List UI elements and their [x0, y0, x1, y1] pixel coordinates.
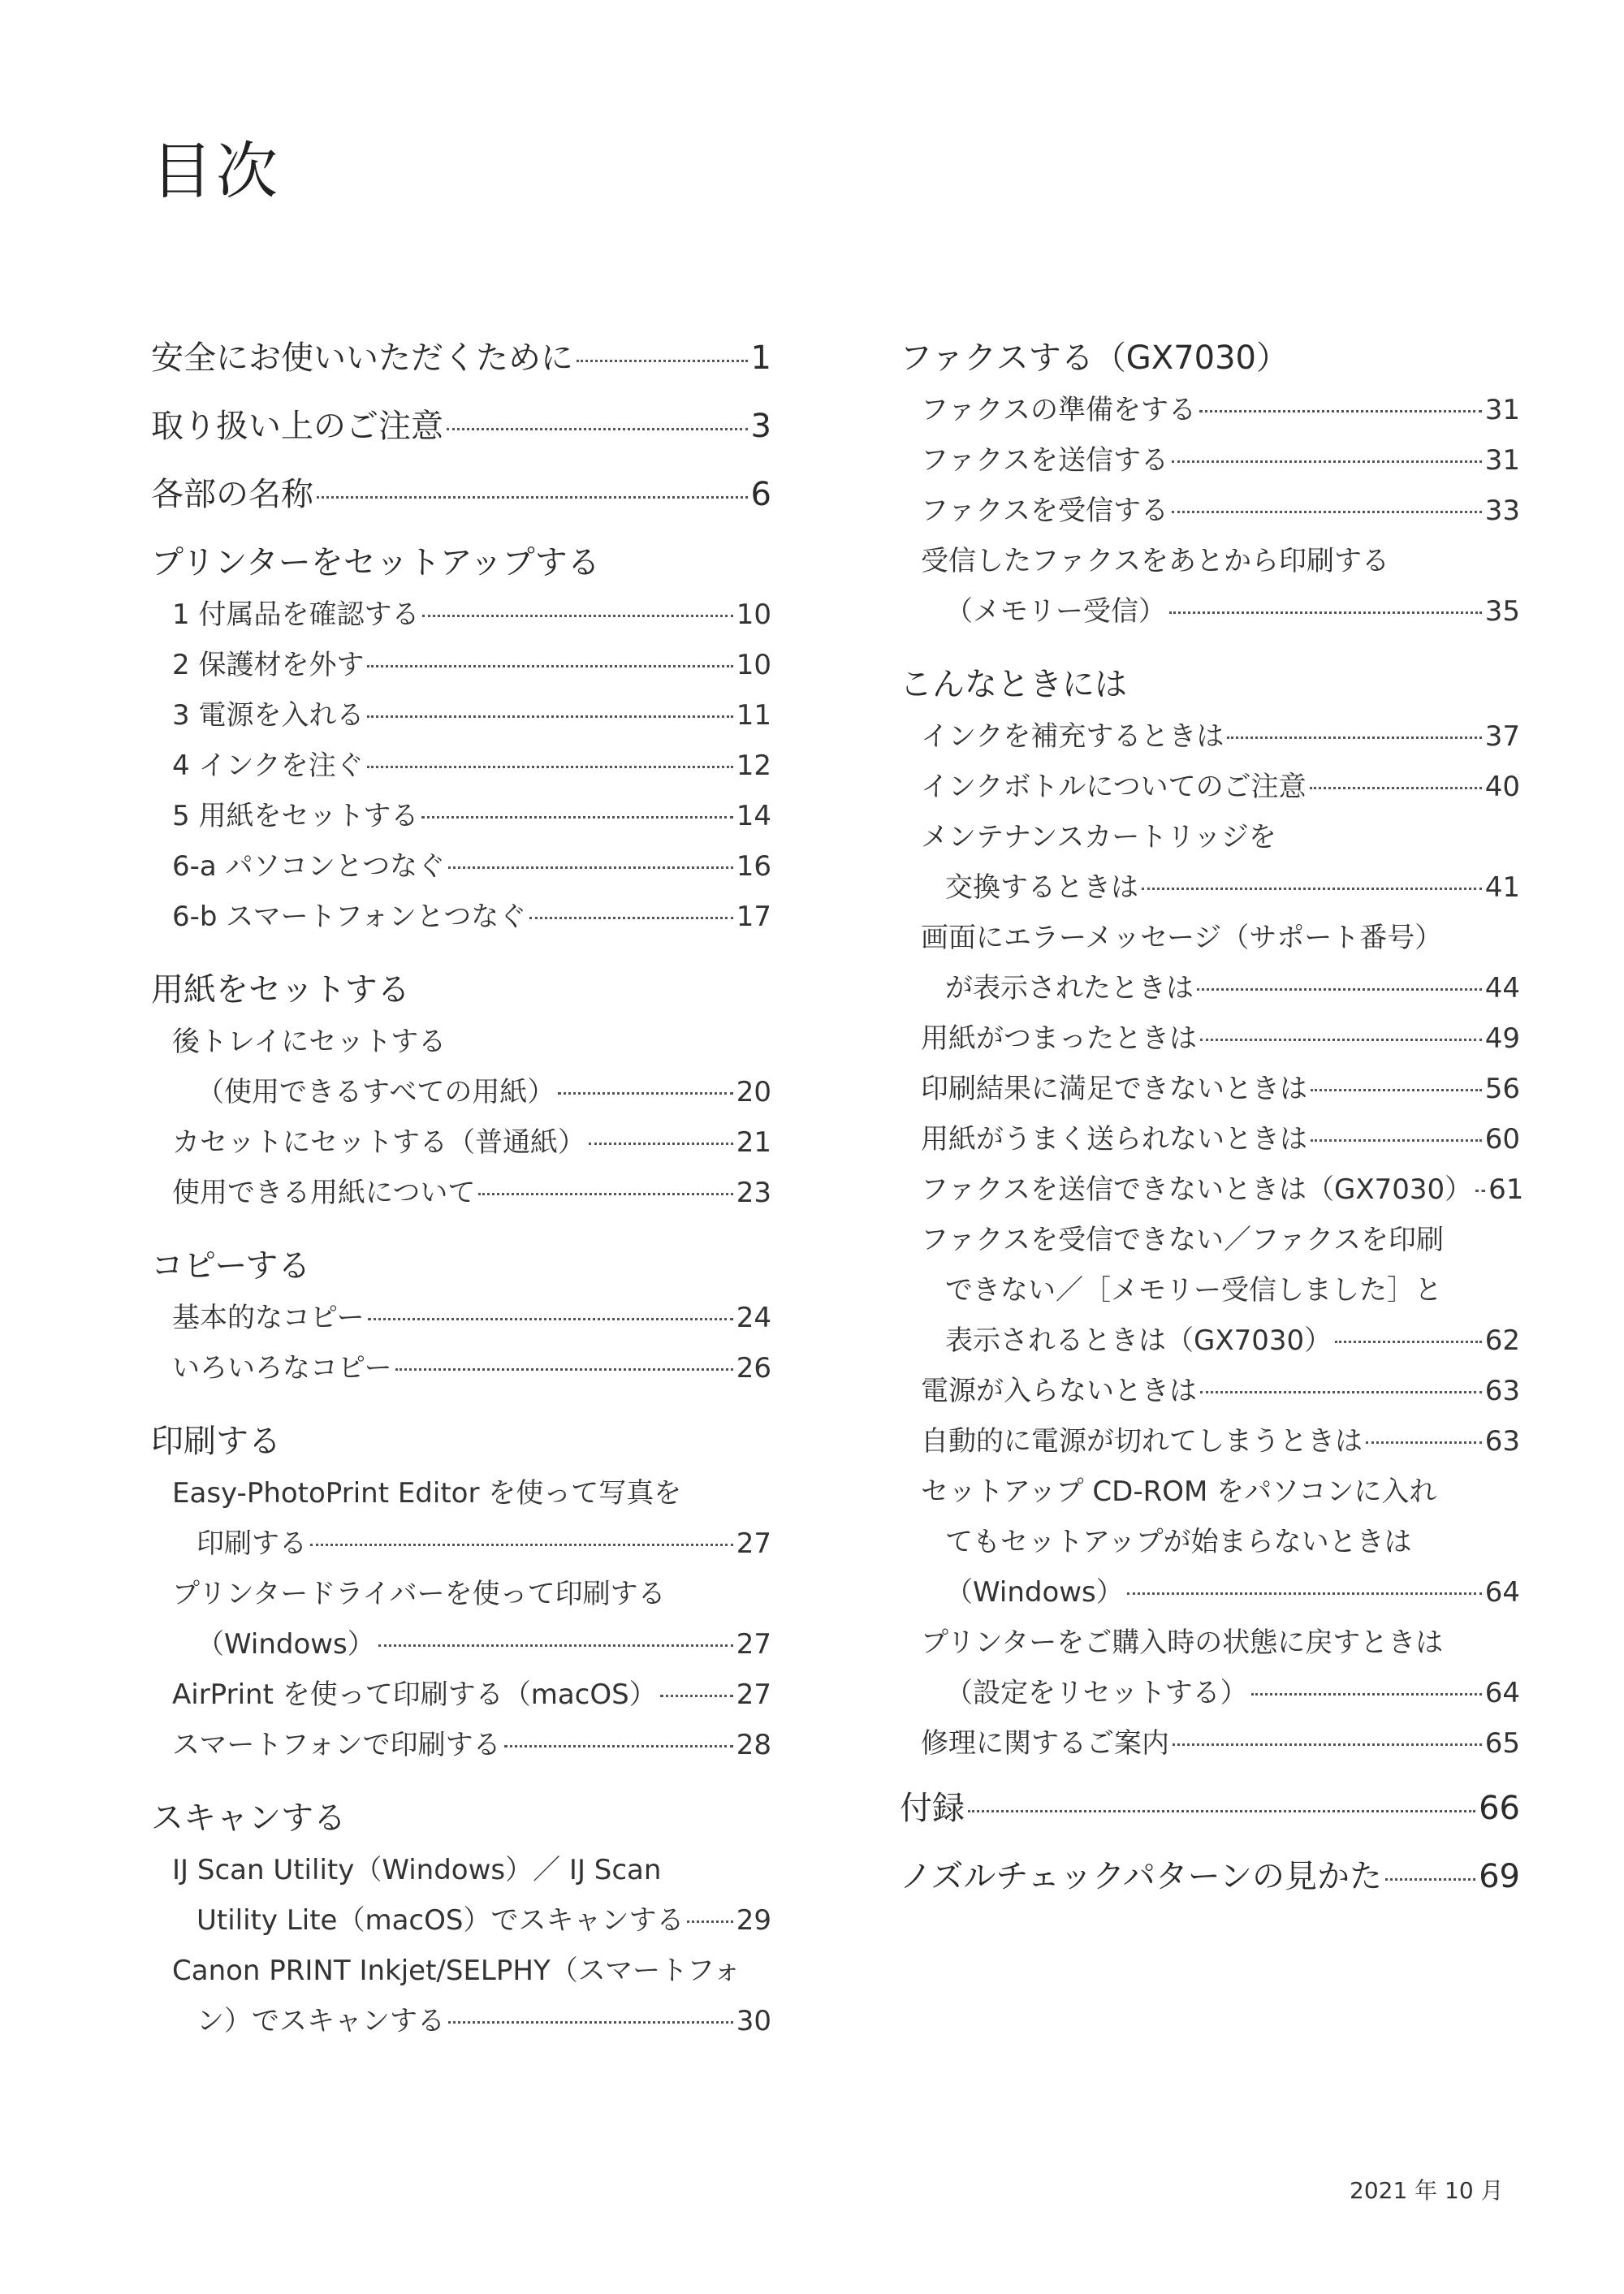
toc-page-number: 20	[736, 1076, 771, 1108]
toc-page-number: 30	[736, 2005, 771, 2037]
toc-subentry[interactable]	[900, 1265, 1520, 1315]
section-heading-setup[interactable]	[151, 536, 771, 590]
page-title: 目次	[151, 135, 281, 207]
toc-entry-label: ファクスを送信する	[921, 444, 1168, 477]
dot-leader	[1251, 1693, 1482, 1696]
section-heading-label: こんなときには	[900, 666, 1127, 703]
toc-entry-label: プリンタードライバーを使って印刷する	[172, 1578, 666, 1610]
toc-page-number: 26	[736, 1352, 771, 1385]
toc-page-number: 31	[1484, 394, 1520, 426]
toc-subentry[interactable]	[900, 1567, 1520, 1618]
section-heading-label: 印刷する	[151, 1423, 281, 1460]
toc-page-number: 60	[1484, 1123, 1520, 1156]
dot-leader	[317, 496, 748, 499]
dot-leader	[367, 665, 732, 667]
toc-subentry[interactable]	[900, 1064, 1520, 1114]
toc-subentry[interactable]	[151, 640, 771, 690]
toc-page-number: 31	[1484, 444, 1520, 477]
dot-leader	[1172, 511, 1482, 513]
dot-leader	[1310, 787, 1482, 789]
toc-entry-label: ファクスを受信できない／ファクスを印刷	[921, 1224, 1444, 1256]
toc-entry-label: ファクスを送信できないときは（GX7030）	[921, 1173, 1473, 1206]
toc-entry-label: できない／［メモリー受信しました］と	[945, 1274, 1442, 1307]
dot-leader	[1173, 1743, 1482, 1746]
dot-leader	[447, 428, 748, 430]
toc-entry-label: が表示されたときは	[945, 972, 1194, 1004]
toc-page-number: 16	[736, 850, 771, 883]
dot-leader	[367, 715, 732, 718]
toc-subentry[interactable]	[900, 862, 1520, 913]
toc-page-number: 29	[736, 1904, 771, 1937]
toc-entry-label: 取り扱い上のご注意	[151, 408, 443, 445]
dot-leader	[577, 360, 748, 362]
toc-entry-label: 付録	[900, 1790, 965, 1827]
dot-leader	[448, 2021, 733, 2024]
toc-entry[interactable]	[900, 1850, 1520, 1918]
toc-page-number: 6	[750, 476, 771, 513]
section-heading-fax[interactable]	[900, 331, 1520, 385]
toc-subentry[interactable]	[900, 1416, 1520, 1467]
toc-entry-label: 後トレイにセットする	[172, 1026, 447, 1058]
toc-page-number: 35	[1484, 595, 1520, 628]
toc-entry-label: （Windows）	[945, 1576, 1124, 1609]
toc-page-number: 33	[1484, 495, 1520, 527]
toc-entry-label: Utility Lite（macOS）でスキャンする	[197, 1904, 685, 1937]
dot-leader	[1142, 888, 1482, 890]
toc-subentry[interactable]	[900, 385, 1520, 435]
toc-subentry[interactable]	[900, 1013, 1520, 1064]
dot-leader	[1200, 1391, 1482, 1393]
dot-leader	[504, 1745, 733, 1748]
toc-subentry[interactable]	[151, 1468, 771, 1519]
toc-subentry[interactable]	[900, 913, 1520, 963]
toc-entry-label: てもセットアップが始まらないときは	[945, 1526, 1412, 1558]
toc-subentry[interactable]	[151, 791, 771, 841]
toc-subentry[interactable]	[151, 1670, 771, 1720]
toc-entry-label: 修理に関するご案内	[921, 1727, 1169, 1760]
toc-entry-label: 使用できる用紙について	[172, 1177, 476, 1209]
toc-subentry[interactable]	[900, 1718, 1520, 1769]
toc-page-number: 37	[1484, 720, 1520, 753]
toc-entry-label: 6-b スマートフォンとつなぐ	[172, 901, 527, 933]
toc-page-number: 23	[736, 1177, 771, 1209]
toc-page-number: 69	[1479, 1858, 1520, 1895]
section-heading-label: プリンターをセットアップする	[151, 544, 600, 581]
toc-page-number: 56	[1484, 1073, 1520, 1105]
dot-leader	[558, 1092, 732, 1095]
dot-leader	[1199, 410, 1482, 413]
toc-subentry[interactable]	[900, 1668, 1520, 1718]
toc-page-number: 49	[1484, 1022, 1520, 1055]
toc-entry-label: 4 インクを注ぐ	[172, 750, 364, 782]
toc-subentry[interactable]	[900, 435, 1520, 486]
toc-entry-label: （Windows）	[197, 1628, 375, 1661]
toc-entry-label: 受信したファクスをあとから印刷する	[921, 545, 1389, 577]
toc-entry-label: セットアップ CD-ROM をパソコンに入れ	[921, 1475, 1437, 1508]
dot-leader	[1197, 988, 1482, 991]
toc-entry-label: AirPrint を使って印刷する（macOS）	[172, 1678, 657, 1711]
toc-subentry[interactable]	[151, 1519, 771, 1569]
toc-subentry[interactable]	[900, 1315, 1520, 1366]
toc-entry-label: 3 電源を入れる	[172, 699, 365, 732]
toc-entry-label: Canon PRINT Inkjet/SELPHY（スマートフォ	[172, 1955, 741, 1987]
toc-entry-label: カセットにセットする（普通紙）	[172, 1126, 585, 1159]
toc-subentry[interactable]	[900, 1618, 1520, 1668]
section-heading-print[interactable]	[151, 1415, 771, 1468]
dot-leader	[1335, 1341, 1482, 1343]
dot-leader	[448, 866, 733, 869]
dot-leader	[378, 1644, 733, 1647]
dot-leader	[660, 1695, 733, 1697]
toc-entry-label: プリンターをご購入時の状態に戻すときは	[921, 1627, 1444, 1659]
toc-subentry[interactable]	[900, 1366, 1520, 1416]
toc-subentry[interactable]	[151, 1168, 771, 1218]
toc-subentry[interactable]	[151, 1619, 771, 1670]
toc-subentry[interactable]	[900, 536, 1520, 586]
dot-leader	[589, 1143, 733, 1145]
toc-entry-label: ファクスを受信する	[921, 495, 1168, 527]
dot-leader	[367, 766, 733, 768]
toc-entry-label: 安全にお使いいただくために	[151, 339, 573, 377]
toc-page-number: 1	[750, 339, 771, 377]
toc-page-number: 28	[736, 1729, 771, 1761]
toc-page-number: 27	[736, 1527, 771, 1560]
dot-leader	[422, 615, 732, 617]
toc-entry-label: 画面にエラーメッセージ（サポート番号）	[921, 922, 1443, 954]
section-heading-paper[interactable]	[151, 963, 771, 1017]
toc-entry-label: 2 保護材を外す	[172, 649, 365, 681]
toc-entry[interactable]	[151, 400, 771, 468]
toc-entry-label: スマートフォンで印刷する	[172, 1729, 501, 1761]
toc-page-number: 14	[736, 800, 771, 832]
toc-entry-label: ファクスの準備をする	[921, 394, 1196, 426]
toc-subentry[interactable]	[900, 586, 1520, 637]
toc-subentry[interactable]	[151, 1067, 771, 1117]
toc-entry-label: 1 付属品を確認する	[172, 598, 420, 631]
toc-subentry[interactable]	[151, 892, 771, 942]
toc-entry[interactable]	[151, 468, 771, 536]
toc-right-column	[900, 331, 1524, 1918]
toc-page-number: 24	[736, 1302, 771, 1334]
toc-entry-label: 5 用紙をセットする	[172, 800, 419, 832]
toc-subentry[interactable]	[151, 1996, 771, 2046]
toc-page-number: 63	[1484, 1425, 1520, 1458]
toc-subentry[interactable]	[151, 841, 771, 892]
toc-subentry[interactable]	[151, 1017, 771, 1067]
toc-subentry[interactable]	[900, 1517, 1520, 1567]
dot-leader	[968, 1810, 1475, 1812]
toc-entry-label: Easy-PhotoPrint Editor を使って写真を	[172, 1477, 682, 1510]
toc-subentry[interactable]	[900, 812, 1520, 862]
toc-page-number: 3	[750, 408, 771, 445]
section-heading-label: 用紙をセットする	[151, 971, 410, 1009]
toc-page-number: 40	[1484, 771, 1520, 803]
toc-subentry[interactable]	[151, 1845, 771, 1895]
toc-subentry[interactable]	[151, 1946, 771, 1996]
toc-entry-label: インクを補充するときは	[921, 720, 1224, 753]
toc-page-number: 21	[736, 1126, 771, 1159]
toc-subentry[interactable]	[151, 590, 771, 640]
toc-entry-label: 6-a パソコンとつなぐ	[172, 850, 446, 883]
toc-page-number: 65	[1484, 1727, 1520, 1760]
toc-page-number: 64	[1484, 1576, 1520, 1609]
toc-page-number: 27	[736, 1628, 771, 1661]
toc-page-number: 61	[1488, 1173, 1524, 1206]
toc-entry-label: 交換するときは	[945, 871, 1138, 904]
toc-subentry[interactable]	[151, 690, 771, 741]
toc-subentry[interactable]	[900, 963, 1520, 1013]
toc-entry-label: 用紙がつまったときは	[921, 1022, 1197, 1055]
toc-left-column	[151, 331, 771, 2046]
toc-entry-label: 印刷結果に満足できないときは	[921, 1073, 1307, 1105]
toc-subentry[interactable]	[900, 1114, 1520, 1164]
toc-page-number: 27	[736, 1678, 771, 1711]
toc-entry-label: インクボトルについてのご注意	[921, 771, 1307, 803]
section-heading-label: ファクスする（GX7030）	[900, 339, 1289, 377]
toc-page-number: 17	[736, 901, 771, 933]
toc-subentry[interactable]	[151, 1720, 771, 1770]
dot-leader	[1311, 1089, 1482, 1091]
toc-entry-label: ン）でスキャンする	[197, 2005, 445, 2037]
toc-page-number: 64	[1484, 1677, 1520, 1709]
toc-entry[interactable]	[151, 331, 771, 400]
section-heading-trouble[interactable]	[900, 658, 1520, 711]
toc-subentry[interactable]	[151, 741, 771, 791]
toc-subentry[interactable]	[151, 1293, 771, 1343]
dot-leader	[529, 917, 733, 919]
dot-leader	[368, 1318, 733, 1320]
toc-page-number: 63	[1484, 1375, 1520, 1407]
dot-leader	[1385, 1878, 1475, 1881]
toc-page-number: 62	[1484, 1324, 1520, 1357]
dot-leader	[1366, 1441, 1482, 1444]
toc-entry-label: （メモリー受信）	[945, 595, 1166, 628]
toc-subentry[interactable]	[900, 1467, 1520, 1517]
toc-entry-label: 各部の名称	[151, 476, 313, 513]
dot-leader	[478, 1193, 732, 1195]
toc-page-number: 44	[1484, 972, 1520, 1004]
toc-entry-label: 電源が入らないときは	[921, 1375, 1197, 1407]
section-heading-label: コピーする	[151, 1247, 311, 1285]
section-heading-scan[interactable]	[151, 1791, 771, 1845]
toc-page-number: 12	[736, 750, 771, 782]
dot-leader	[1172, 460, 1482, 463]
toc-subentry[interactable]	[900, 1215, 1520, 1265]
dot-leader	[1127, 1592, 1482, 1595]
toc-subentry[interactable]	[900, 486, 1520, 536]
toc-entry-label: （使用できるすべての用紙）	[197, 1076, 555, 1108]
toc-page-number: 11	[736, 699, 771, 732]
toc-subentry[interactable]	[151, 1569, 771, 1619]
toc-entry-label: IJ Scan Utility（Windows）／ IJ Scan	[172, 1854, 662, 1886]
dot-leader	[1200, 1039, 1482, 1041]
dot-leader	[395, 1368, 733, 1371]
toc-entry-label: 表示されるときは（GX7030）	[945, 1324, 1332, 1357]
toc-entry[interactable]	[900, 1782, 1520, 1850]
dot-leader	[310, 1544, 733, 1546]
toc-entry-label: ノズルチェックパターンの見かた	[900, 1858, 1382, 1895]
dot-leader	[421, 816, 732, 819]
toc-entry-label: いろいろなコピー	[172, 1352, 392, 1385]
toc-subentry[interactable]	[900, 762, 1520, 812]
toc-entry-label: 用紙がうまく送られないときは	[921, 1123, 1307, 1156]
section-heading-copy[interactable]	[151, 1239, 771, 1293]
dot-leader	[1311, 1139, 1482, 1142]
toc-entry-label: メンテナンスカートリッジを	[921, 821, 1276, 853]
dot-leader	[1169, 611, 1482, 614]
section-heading-label: スキャンする	[151, 1799, 346, 1837]
toc-page-number: 10	[736, 598, 771, 631]
dot-leader	[1227, 737, 1481, 739]
toc-subentry[interactable]	[151, 1117, 771, 1168]
publication-date: 2021 年 10 月	[1350, 2177, 1504, 2204]
toc-entry-label: 自動的に電源が切れてしまうときは	[921, 1425, 1363, 1458]
toc-page-number: 41	[1484, 871, 1520, 904]
toc-entry-label: 印刷する	[197, 1527, 307, 1560]
toc-page-number: 10	[736, 649, 771, 681]
dot-leader	[687, 1920, 732, 1923]
dot-leader	[1475, 1190, 1485, 1192]
toc-entry-label: 基本的なコピー	[172, 1302, 365, 1334]
toc-subentry[interactable]	[900, 1164, 1524, 1215]
toc-subentry[interactable]	[900, 711, 1520, 762]
toc-page-number: 66	[1479, 1790, 1520, 1827]
toc-subentry[interactable]	[151, 1343, 771, 1393]
toc-entry-label: （設定をリセットする）	[945, 1677, 1248, 1709]
toc-subentry[interactable]	[151, 1895, 771, 1946]
